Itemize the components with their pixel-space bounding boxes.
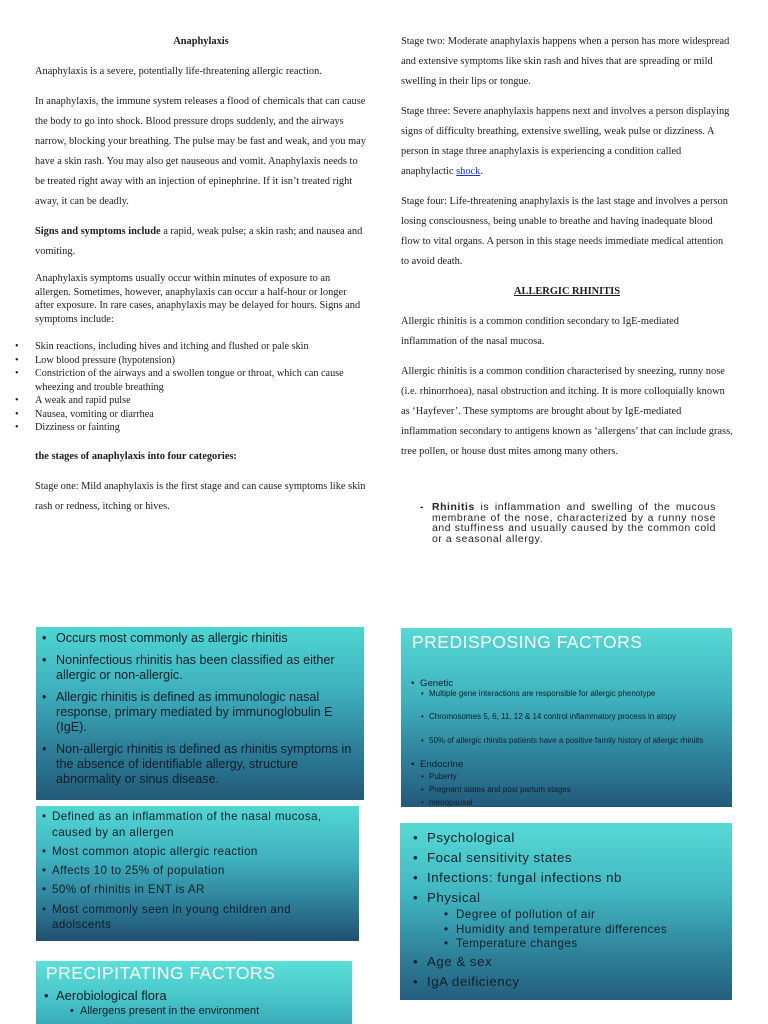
list-item: • Age & sex [427,952,727,972]
stages-heading: the stages of anaphylaxis into four categories: [35,450,237,462]
signs-label: Signs and symptoms include [35,226,161,237]
list-item: • Nausea, vomiting or diarrhea [35,408,367,422]
excerpt-dash: - [420,502,424,513]
left-column [35,32,367,527]
list-item: • Dizziness or fainting [35,421,367,435]
anaphylaxis-title: Anaphylaxis [173,36,229,47]
list-subitem: • menopausal [429,798,719,807]
list-item: • 50% of rhinitis in ENT is AR [52,882,352,898]
slide-bullet-list [52,809,352,936]
list-subitem: • Multiple gene interactions are responsible for allergic phenotype [429,689,719,699]
excerpt-term: Rhinitis [432,502,475,513]
onset-paragraph: Anaphylaxis symptoms usually occur within minutes of exposure to an allergen. Sometimes, however, anaphylaxis can occur a half-hour or longer after exposure. In rare cases, anaphylaxis may be delayed for hours. Signs and symptoms include: [35,273,361,325]
list-item: • Non-allergic rhinitis is defined as rhinitis symptoms in the absence of identifiable allergy, structure abnormality or sinus disease. [56,742,356,787]
list-item: • Most common atopic allergic reaction [52,844,352,860]
list-item: • Skin reactions, including hives and itching and flushed or pale skin [35,340,367,354]
list-item: • Focal sensitivity states [427,848,727,868]
list-subitem: • Chromosomes 5, 6, 11, 12 & 14 control inflammatory process in atopy [429,712,719,722]
slide-allergic-rhinitis-facts [36,806,359,941]
excerpt-text [432,503,716,545]
slide-title: PREDISPOSING FACTORS [412,632,643,652]
anaphylaxis-definition: Anaphylaxis is a severe, potentially life-threatening allergic reaction. [35,66,322,77]
list-item: • Allergic rhinitis is defined as immunologic nasal response, primary mediated by immunoglobulin E (IgE). [56,690,356,735]
signs-paragraph [35,222,367,262]
rhinitis-description: Allergic rhinitis is a common condition characterised by sneezing, runny nose (i.e. rhinorrhoea), nasal obstruction and itching. It is more colloquially known as ‘Hayfever’. These symptoms are brought about by IgE-mediated inflammation secondary to antigens known as ‘allergens’ that can include grass, tree pollen, or house dust mites among many others. [401,366,733,457]
slide-bullet-list [427,828,727,992]
stage-one: Stage one: Mild anaphylaxis is the first stage and can cause symptoms like skin rash or redness, itching or hives. [35,480,366,512]
list-item: • Low blood pressure (hypotension) [35,354,367,368]
list-subitem: • Puberty [429,772,719,782]
rhinitis-excerpt [398,497,720,547]
allergic-rhinitis-title: ALLERGIC RHINITIS [514,286,620,297]
list-item: • Defined as an inflammation of the nasal mucosa, caused by an allergen [52,809,352,840]
list-subitem: • Temperature changes [427,937,727,952]
list-item-genetic: • Genetic [420,678,453,689]
list-subitem: • Allergens present in the environment [80,1005,259,1017]
stage-three-text: Stage three: Severe anaphylaxis happens next and involves a person displaying signs of difficulty breathing, extensive swelling, weak pulse or dizziness. A person in stage three anaphylaxis is experiencing a condition called anaphylactic [401,106,730,177]
stage-four: Stage four: Life-threatening anaphylaxis is the last stage and involves a person losing consciousness, being unable to breathe and having inadequate blood flow to vital organs. A person in this stage needs immediate medical attention to avoid death. [401,196,728,267]
list-item: • A weak and rapid pulse [35,394,367,408]
list-item: • Constriction of the airways and a swollen tongue or throat, which can cause wheezing and trouble breathing [35,367,367,394]
slide-predisposing-factors [401,628,732,807]
list-item: • Occurs most commonly as allergic rhinitis [56,631,356,646]
list-item: • Most commonly seen in young children and adolscents [52,902,352,933]
anaphylaxis-description: In anaphylaxis, the immune system releases a flood of chemicals that can cause the body to go into shock. Blood pressure drops suddenly, and the airways narrow, blocking your breathing. The pulse may be fast and weak, and you may have a skin rash. You may also get nauseous and vomit. Anaphylaxis needs to be treated right away with an injection of epinephrine. If it isn’t treated right away, it can be deadly. [35,96,366,207]
slide-other-factors [400,823,732,1000]
shock-link[interactable]: shock [456,166,481,177]
list-subitem: • Pregnant states and post partum stages [429,785,719,795]
list-item: • Affects 10 to 25% of population [52,863,352,879]
list-item: • Aerobiological flora [56,988,167,1003]
excerpt-definition: is inflammation and swelling of the mucous membrane of the nose, characterized by a runny nose and stuffiness and usually caused by the common cold or a seasonal allergy. [432,502,716,545]
stage-two: Stage two: Moderate anaphylaxis happens when a person has more widespread and extensive symptoms like skin rash and hives that are spreading or mild swelling in their lips or tongue. [401,36,730,87]
list-subitem: • 50% of allergic rhinitis patients have a positive family history of allergic rhiniits [429,736,719,746]
slide-title: PRECIPITATING FACTORS [46,963,276,983]
slide-precipitating-factors [36,961,352,1024]
list-item: • Noninfectious rhinitis has been classified as either allergic or non-allergic. [56,653,356,683]
list-item: • Physical [427,888,727,908]
stage-three-end: . [480,166,483,177]
list-item: • Psychological [427,828,727,848]
rhinitis-definition: Allergic rhinitis is a common condition secondary to IgE-mediated inflammation of the nasal mucosa. [401,316,679,347]
symptom-list [35,340,367,435]
stage-three [401,102,733,182]
right-column [401,32,733,472]
signs-text: a rapid, weak pulse; a skin rash; and nausea and vomiting. [35,226,363,257]
list-item: • IgA deificiency [427,972,727,992]
list-item-endocrine: • Endocrine [420,759,463,770]
slide-rhinitis-classification [36,627,364,800]
list-item: • Infections: fungal infections nb [427,868,727,888]
slide-bullet-list [56,631,356,794]
list-subitem: • Degree of pollution of air [427,908,727,923]
list-subitem: • Humidity and temperature differences [427,923,727,938]
